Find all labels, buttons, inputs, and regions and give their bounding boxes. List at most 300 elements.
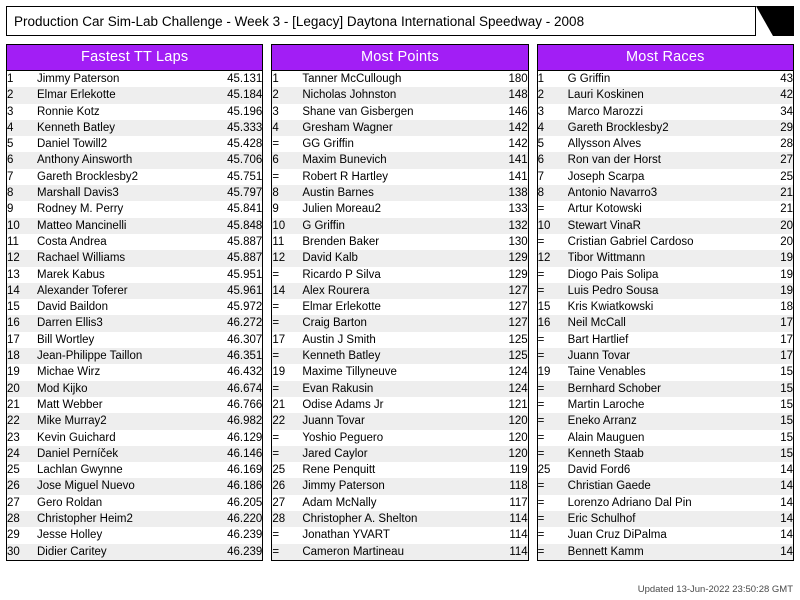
table-row <box>7 478 262 494</box>
row-driver-name: Jared Caylor <box>302 447 368 460</box>
table-row <box>7 152 262 168</box>
row-position: = <box>272 301 280 314</box>
row-position: 25 <box>537 464 551 477</box>
column-header-most-points: Most Points <box>272 45 527 71</box>
row-value: 45.797 <box>227 187 263 200</box>
row-position: 7 <box>537 170 545 183</box>
title-bar-corner-decoration <box>756 6 794 36</box>
table-row <box>538 152 793 168</box>
row-value: 125 <box>508 333 528 346</box>
row-value: 45.848 <box>227 219 263 232</box>
row-value: 45.972 <box>227 301 263 314</box>
row-value: 45.131 <box>227 73 263 85</box>
row-driver-name: Matt Webber <box>37 398 103 411</box>
row-value: 132 <box>508 219 528 232</box>
table-row <box>7 234 262 250</box>
row-driver-name: Lorenzo Adriano Dal Pin <box>567 496 692 509</box>
table-row <box>272 511 527 527</box>
row-driver-name: Bernhard Schober <box>567 382 661 395</box>
row-position: = <box>537 447 545 460</box>
row-position: 4 <box>272 121 279 134</box>
table-row <box>7 299 262 315</box>
row-position: = <box>272 170 280 183</box>
row-position: 8 <box>537 187 545 200</box>
table-row <box>538 364 793 380</box>
row-value: 21 <box>780 187 793 200</box>
row-position: = <box>537 203 545 216</box>
table-row <box>272 364 527 380</box>
row-position: 4 <box>7 121 14 134</box>
title-bar-frame <box>6 6 756 36</box>
row-driver-name: Juann Tovar <box>302 415 365 428</box>
row-position: 6 <box>7 154 14 167</box>
row-driver-name: Costa Andrea <box>37 235 107 248</box>
row-position: = <box>537 350 545 363</box>
table-row <box>272 495 527 511</box>
row-driver-name: Juan Cruz DiPalma <box>567 529 667 542</box>
row-value: 46.146 <box>227 447 263 460</box>
row-value: 45.841 <box>227 203 263 216</box>
row-driver-name: Martin Laroche <box>567 398 645 411</box>
row-driver-name: Gero Roldan <box>37 496 103 509</box>
row-value: 15 <box>780 415 793 428</box>
row-position: 9 <box>7 203 14 216</box>
row-driver-name: Cameron Martineau <box>302 545 404 558</box>
table-row <box>272 527 527 543</box>
table-row <box>272 169 527 185</box>
row-driver-name: Rene Penquitt <box>302 464 376 477</box>
row-driver-name: Tanner McCullough <box>302 73 402 85</box>
row-value: 45.428 <box>227 138 263 151</box>
row-value: 138 <box>508 187 528 200</box>
row-driver-name: Jean-Philippe Taillon <box>37 350 143 363</box>
row-position: 22 <box>272 415 286 428</box>
row-driver-name: David Ford6 <box>567 464 631 477</box>
row-position: = <box>537 431 545 444</box>
table-row <box>538 446 793 462</box>
row-position: 3 <box>537 105 545 118</box>
row-value: 25 <box>780 170 793 183</box>
table-row <box>7 169 262 185</box>
row-position: = <box>537 545 545 558</box>
column-fastest-tt-laps <box>6 44 263 561</box>
table-fastest-tt-laps <box>7 71 262 560</box>
table-row <box>7 185 262 201</box>
table-row <box>272 185 527 201</box>
row-position: = <box>537 513 545 526</box>
title-bar <box>6 6 794 36</box>
table-row <box>272 120 527 136</box>
table-row <box>538 169 793 185</box>
row-position: 15 <box>537 301 551 314</box>
row-driver-name: Rachael Williams <box>37 252 126 265</box>
row-driver-name: Christopher Heim2 <box>37 513 133 526</box>
row-value: 114 <box>509 513 528 526</box>
row-driver-name: David Kalb <box>302 252 358 265</box>
row-value: 45.184 <box>227 89 263 102</box>
table-row <box>272 446 527 462</box>
row-position: 24 <box>7 447 20 460</box>
row-position: 19 <box>537 366 551 379</box>
row-position: 13 <box>7 268 20 281</box>
row-value: 45.887 <box>227 235 263 248</box>
row-value: 29 <box>780 121 793 134</box>
row-value: 45.961 <box>227 284 263 297</box>
table-row <box>538 87 793 103</box>
row-position: 2 <box>272 89 279 102</box>
row-value: 121 <box>508 398 528 411</box>
row-position: = <box>272 138 280 151</box>
table-row <box>538 299 793 315</box>
row-driver-name: Antonio Navarro3 <box>567 187 658 200</box>
row-driver-name: Nicholas Johnston <box>302 89 397 102</box>
row-driver-name: Stewart VinaR <box>567 219 641 232</box>
row-value: 46.220 <box>227 513 263 526</box>
row-position: = <box>537 382 545 395</box>
table-row <box>7 544 262 560</box>
table-row <box>538 462 793 478</box>
table-row <box>272 87 527 103</box>
row-driver-name: Diogo Pais Solipa <box>567 268 659 281</box>
row-value: 46.272 <box>227 317 263 330</box>
table-row <box>272 348 527 364</box>
row-driver-name: Taine Venables <box>567 366 646 379</box>
table-row <box>272 332 527 348</box>
row-value: 46.351 <box>227 350 263 363</box>
row-value: 180 <box>508 73 528 85</box>
row-value: 18 <box>780 301 793 314</box>
row-driver-name: Austin Barnes <box>302 187 374 200</box>
row-position: = <box>537 480 545 493</box>
row-position: 25 <box>272 464 286 477</box>
table-row <box>7 511 262 527</box>
row-value: 120 <box>508 415 528 428</box>
row-position: 2 <box>537 89 545 102</box>
column-most-races <box>537 44 794 561</box>
row-position: 3 <box>7 105 14 118</box>
row-value: 19 <box>780 284 793 297</box>
row-value: 20 <box>780 235 793 248</box>
row-driver-name: Artur Kotowski <box>567 203 642 216</box>
row-driver-name: Daniel Perníček <box>37 447 119 460</box>
table-row <box>272 267 527 283</box>
row-value: 45.333 <box>227 121 263 134</box>
table-row <box>272 381 527 397</box>
row-position: 10 <box>537 219 551 232</box>
row-driver-name: Shane van Gisbergen <box>302 105 414 118</box>
table-row <box>7 446 262 462</box>
table-most-races <box>538 71 793 560</box>
row-position: 16 <box>7 317 20 330</box>
row-value: 118 <box>509 480 528 493</box>
row-position: 19 <box>272 366 286 379</box>
row-value: 46.766 <box>227 398 263 411</box>
row-driver-name: Christopher A. Shelton <box>302 513 418 526</box>
table-row <box>538 430 793 446</box>
row-position: = <box>272 317 280 330</box>
row-position: 1 <box>7 73 14 85</box>
row-value: 127 <box>508 317 528 330</box>
row-value: 127 <box>508 301 528 314</box>
row-value: 43 <box>780 73 793 85</box>
row-value: 17 <box>780 333 793 346</box>
column-most-points <box>271 44 528 561</box>
row-position: 27 <box>272 496 286 509</box>
row-position: 11 <box>7 235 19 248</box>
row-driver-name: GG Griffin <box>302 138 354 151</box>
row-value: 42 <box>780 89 793 102</box>
table-row <box>538 544 793 560</box>
table-row <box>272 462 527 478</box>
footer-updated-text: Updated 13-Jun-2022 23:50:28 GMT <box>637 584 793 595</box>
column-header-fastest-tt-laps: Fastest TT Laps <box>7 45 262 71</box>
row-position: 1 <box>537 73 545 85</box>
row-value: 14 <box>780 480 793 493</box>
row-value: 46.432 <box>227 366 263 379</box>
row-value: 14 <box>780 545 793 558</box>
row-position: = <box>272 545 280 558</box>
row-driver-name: Joseph Scarpa <box>567 170 645 183</box>
row-position: = <box>537 284 545 297</box>
row-value: 46.186 <box>227 480 263 493</box>
row-position: 9 <box>272 203 279 216</box>
row-position: = <box>537 268 545 281</box>
row-value: 130 <box>508 235 528 248</box>
row-driver-name: Neil McCall <box>567 317 626 330</box>
row-driver-name: Brenden Baker <box>302 235 380 248</box>
row-driver-name: Lauri Koskinen <box>567 89 644 102</box>
row-position: = <box>272 268 280 281</box>
row-driver-name: Elmar Erlekotte <box>37 89 116 102</box>
table-row <box>538 283 793 299</box>
row-position: 8 <box>7 187 14 200</box>
row-position: 8 <box>272 187 279 200</box>
row-value: 142 <box>508 138 528 151</box>
table-row <box>272 430 527 446</box>
row-driver-name: Austin J Smith <box>302 333 376 346</box>
row-driver-name: David Baildon <box>37 301 108 314</box>
row-position: 21 <box>7 398 20 411</box>
row-value: 21 <box>780 203 793 216</box>
row-driver-name: Robert R Hartley <box>302 170 388 183</box>
row-position: 16 <box>537 317 551 330</box>
row-driver-name: Ricardo P Silva <box>302 268 381 281</box>
table-row <box>272 250 527 266</box>
row-driver-name: Gareth Brocklesby2 <box>37 170 138 183</box>
table-row <box>272 299 527 315</box>
table-row <box>538 397 793 413</box>
row-position: = <box>272 447 280 460</box>
row-position: 6 <box>537 154 545 167</box>
table-row <box>272 544 527 560</box>
table-row <box>272 478 527 494</box>
table-row <box>7 495 262 511</box>
row-value: 45.887 <box>227 252 263 265</box>
table-row <box>272 104 527 120</box>
row-position: = <box>272 382 280 395</box>
row-position: = <box>537 529 545 542</box>
table-row <box>538 185 793 201</box>
table-row <box>7 430 262 446</box>
row-position: 10 <box>272 219 286 232</box>
row-driver-name: Mike Murray2 <box>37 415 107 428</box>
row-value: 141 <box>508 154 528 167</box>
row-value: 34 <box>780 105 793 118</box>
row-driver-name: Darren Ellis3 <box>37 317 103 330</box>
row-value: 46.169 <box>227 464 263 477</box>
row-driver-name: Matteo Mancinelli <box>37 219 127 232</box>
row-value: 46.239 <box>227 545 263 558</box>
row-value: 15 <box>780 382 793 395</box>
row-driver-name: Adam McNally <box>302 496 377 509</box>
row-driver-name: Maxime Tillyneuve <box>302 366 397 379</box>
row-position: = <box>537 415 545 428</box>
row-value: 14 <box>780 513 793 526</box>
table-row <box>272 283 527 299</box>
row-value: 46.307 <box>227 333 263 346</box>
row-value: 124 <box>508 382 528 395</box>
row-driver-name: Odise Adams Jr <box>302 398 384 411</box>
row-position: 23 <box>7 431 20 444</box>
column-header-most-races: Most Races <box>538 45 793 71</box>
row-value: 119 <box>509 464 528 477</box>
row-driver-name: Ronnie Kotz <box>37 105 100 118</box>
row-value: 120 <box>508 447 528 460</box>
row-value: 19 <box>780 268 793 281</box>
table-row <box>7 527 262 543</box>
table-row <box>272 71 527 87</box>
row-driver-name: Rodney M. Perry <box>37 203 124 216</box>
table-row <box>538 250 793 266</box>
table-row <box>538 120 793 136</box>
row-position: 5 <box>537 138 545 151</box>
row-value: 141 <box>508 170 528 183</box>
row-value: 148 <box>508 89 528 102</box>
table-row <box>272 397 527 413</box>
row-driver-name: Mod Kijko <box>37 382 88 395</box>
row-driver-name: Marshall Davis3 <box>37 187 119 200</box>
row-driver-name: Gareth Brocklesby2 <box>567 121 669 134</box>
row-driver-name: Kevin Guichard <box>37 431 116 444</box>
table-row <box>7 71 262 87</box>
row-position: 18 <box>7 350 20 363</box>
row-value: 28 <box>780 138 793 151</box>
row-value: 15 <box>780 447 793 460</box>
row-value: 46.129 <box>227 431 263 444</box>
row-driver-name: Bart Hartlief <box>567 333 629 346</box>
table-row <box>7 413 262 429</box>
leaderboard-columns <box>6 44 794 561</box>
row-driver-name: Bill Wortley <box>37 333 95 346</box>
table-row <box>7 332 262 348</box>
row-position: 20 <box>7 382 20 395</box>
row-driver-name: Michae Wirz <box>37 366 101 379</box>
row-position: 22 <box>7 415 20 428</box>
row-driver-name: G Griffin <box>567 73 611 85</box>
table-row <box>7 201 262 217</box>
row-position: 10 <box>7 219 20 232</box>
table-row <box>7 397 262 413</box>
row-position: 1 <box>272 73 279 85</box>
row-value: 15 <box>780 398 793 411</box>
row-position: = <box>272 529 280 542</box>
table-row <box>538 332 793 348</box>
table-row <box>538 315 793 331</box>
row-value: 124 <box>508 366 528 379</box>
row-driver-name: Ron van der Horst <box>567 154 661 167</box>
row-driver-name: Daniel Towill2 <box>37 138 108 151</box>
row-position: 12 <box>272 252 286 265</box>
row-driver-name: Bennett Kamm <box>567 545 644 558</box>
row-driver-name: Luis Pedro Sousa <box>567 284 659 297</box>
row-position: = <box>272 431 280 444</box>
row-driver-name: Tibor Wittmann <box>567 252 646 265</box>
row-position: 21 <box>272 398 286 411</box>
row-position: 17 <box>272 333 286 346</box>
row-value: 114 <box>509 545 528 558</box>
row-position: 14 <box>7 284 20 297</box>
row-driver-name: Marek Kabus <box>37 268 105 281</box>
row-position: 17 <box>7 333 20 346</box>
row-driver-name: Elmar Erlekotte <box>302 301 381 314</box>
row-position: 5 <box>7 138 14 151</box>
table-row <box>7 462 262 478</box>
row-value: 45.706 <box>227 154 263 167</box>
row-driver-name: Alain Mauguen <box>567 431 645 444</box>
row-driver-name: Jesse Holley <box>37 529 103 542</box>
row-position: 29 <box>7 529 20 542</box>
row-value: 45.951 <box>227 268 263 281</box>
table-row <box>7 120 262 136</box>
row-position: 14 <box>272 284 286 297</box>
row-driver-name: Marco Marozzi <box>567 105 644 118</box>
row-value: 15 <box>780 366 793 379</box>
table-row <box>272 315 527 331</box>
row-driver-name: Juann Tovar <box>567 350 631 363</box>
row-driver-name: Christian Gaede <box>567 480 651 493</box>
row-value: 45.196 <box>227 105 263 118</box>
row-value: 14 <box>780 529 793 542</box>
row-driver-name: Maxim Bunevich <box>302 154 387 167</box>
row-driver-name: Eneko Arranz <box>567 415 637 428</box>
row-value: 15 <box>780 431 793 444</box>
table-row <box>538 348 793 364</box>
row-driver-name: Anthony Ainsworth <box>37 154 133 167</box>
row-value: 45.751 <box>227 170 263 183</box>
table-row <box>272 136 527 152</box>
row-value: 46.674 <box>227 382 263 395</box>
row-value: 133 <box>508 203 528 216</box>
row-position: 4 <box>537 121 545 134</box>
row-position: 26 <box>272 480 286 493</box>
table-row <box>538 104 793 120</box>
row-value: 142 <box>508 121 528 134</box>
row-position: 12 <box>7 252 20 265</box>
row-position: 2 <box>7 89 14 102</box>
table-row <box>7 267 262 283</box>
row-driver-name: Lachlan Gwynne <box>37 464 123 477</box>
table-row <box>538 218 793 234</box>
row-driver-name: Allysson Alves <box>567 138 642 151</box>
row-position: 11 <box>272 235 285 248</box>
row-position: 25 <box>7 464 20 477</box>
table-row <box>538 495 793 511</box>
table-row <box>538 478 793 494</box>
table-row <box>272 152 527 168</box>
row-value: 14 <box>780 496 793 509</box>
row-value: 120 <box>508 431 528 444</box>
row-position: = <box>537 496 545 509</box>
